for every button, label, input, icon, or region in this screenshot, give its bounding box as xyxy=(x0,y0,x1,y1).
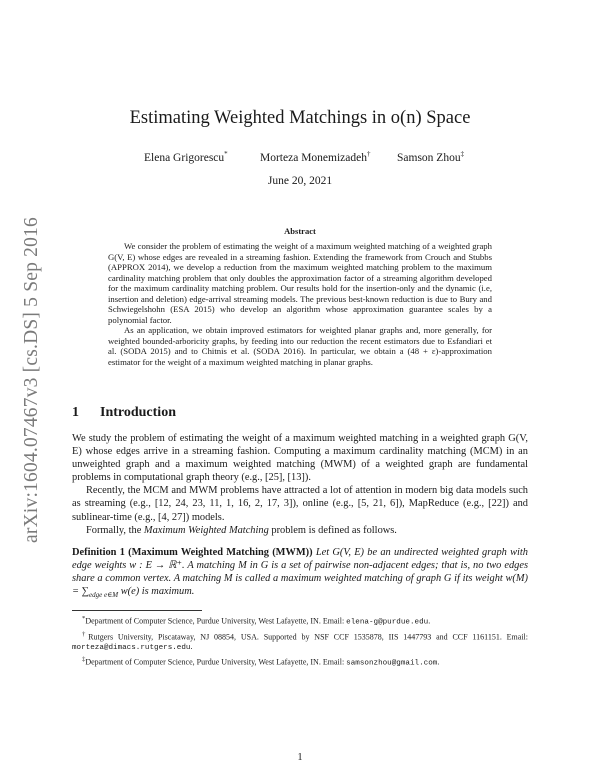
author-3: Samson Zhou‡ xyxy=(397,150,465,164)
footnote-2: †Rutgers University, Piscataway, NJ 08854, USA. Supported by NSF CCF 1535878, IIS 1447793 and CCF 1161151. Email: morteza@dimacs.rutgers.edu. xyxy=(72,630,528,653)
email-link[interactable]: elena-g@purdue.edu xyxy=(346,618,429,627)
intro-paragraph-1: We study the problem of estimating the weight of a maximum weighted matching in a weighted graph G(V, E) whose edges arrive in a streaming fashion. Computing a maximum cardinality matching (MCM) in an unweighted graph and a maximum weighted matching (MWM) of a weighted graph are fundamental problems in computational graph theory (e.g., [25], [13]). xyxy=(72,433,528,484)
arxiv-identifier: arXiv:1604.07467v3 [cs.DS] 5 Sep 2016 xyxy=(21,217,42,543)
intro-paragraph-2: Recently, the MCM and MWM problems have attracted a lot of attention in modern big data models such as streaming (e.g., [12, 24, 23, 11, 1, 16, 2, 17, 3]), online (e.g., [5, 21, 6]), MapReduce (e.g., [22]) and sublinear-time (e.g., [4, 27]) models. xyxy=(72,485,528,523)
definition-text: Let G(V, E) be an undirected weighted graph with edge weights w : E → ℝ⁺. A matching M in G is a set of pairwise non-adjacent edges; that is, no two edges share a common vertex. A matching M is called a maximum weighted matching of graph G if its weight w(M) = ∑ xyxy=(72,547,529,598)
author-1: Elena Grigorescu* xyxy=(144,150,228,164)
footnote-3: ‡Department of Computer Science, Purdue University, West Lafayette, IN. Email: samsonzhou@gmail.com. xyxy=(82,656,440,668)
definition-tail: w(e) is maximum. xyxy=(118,586,195,598)
intro-paragraph-3: Formally, the Maximum Weighted Matching problem is defined as follows. xyxy=(86,524,397,536)
paper-title: Estimating Weighted Matchings in o(n) Space xyxy=(129,108,471,128)
author-2: Morteza Monemizadeh† xyxy=(260,150,371,164)
section-number: 1 xyxy=(72,405,79,420)
page-number: 1 xyxy=(297,752,303,763)
definition-1 xyxy=(72,546,528,602)
term-mwm: Maximum Weighted Matching xyxy=(143,524,269,536)
abstract-heading: Abstract xyxy=(284,226,316,236)
footnote-1: *Department of Computer Science, Purdue University, West Lafayette, IN. Email: elena-g@purdue.edu. xyxy=(82,615,431,627)
definition-subscript: edge e∈M xyxy=(89,591,119,600)
footnotes xyxy=(72,614,528,671)
footnote-rule xyxy=(72,610,202,611)
abstract-paragraph-2: As an application, we obtain improved estimators for weighted planar graphs and, more generally, for weighted bounded-arboricity graphs, by feeding into our reduction the recent estimators due to Esfandiari et al. (SODA 2015) and to Chitnis et al. (SODA 2016). In particular, we obtain a (48 + ε)-approximation estimator for the weight of a maximum weighted matching in planar graphs. xyxy=(108,325,492,367)
email-link[interactable]: morteza@dimacs.rutgers.edu xyxy=(72,644,191,653)
section-title: Introduction xyxy=(100,405,176,420)
paper-date: June 20, 2021 xyxy=(267,175,333,187)
email-link[interactable]: samsonzhou@gmail.com xyxy=(346,659,438,668)
definition-label: Definition 1 (Maximum Weighted Matching (MWM)) xyxy=(72,547,313,558)
section-heading xyxy=(72,405,176,421)
arxiv-sidebar xyxy=(17,190,47,570)
introduction-body xyxy=(72,432,528,537)
abstract xyxy=(108,241,492,367)
abstract-paragraph-1: We consider the problem of estimating the weight of a maximum weighted matching of a weighted graph G(V, E) whose edges are revealed in a streaming fashion. Extending the framework from Crouch and Stubbs (APPROX 2014), we develop a reduction from the maximum weighted matching problem to the maximum cardinality matching problem that only doubles the approximation factor of a streaming algorithm developed for the maximum cardinality matching problem. Our results hold for the insertion-only and the dynamic (i.e, insertion and deletion) edge-arrival streaming models. The previous best-known reduction is due to Bury and Schwiegelshohn (ESA 2015) who develop an algorithm whose approximation guarantee scales by a polynomial factor. xyxy=(108,241,492,325)
